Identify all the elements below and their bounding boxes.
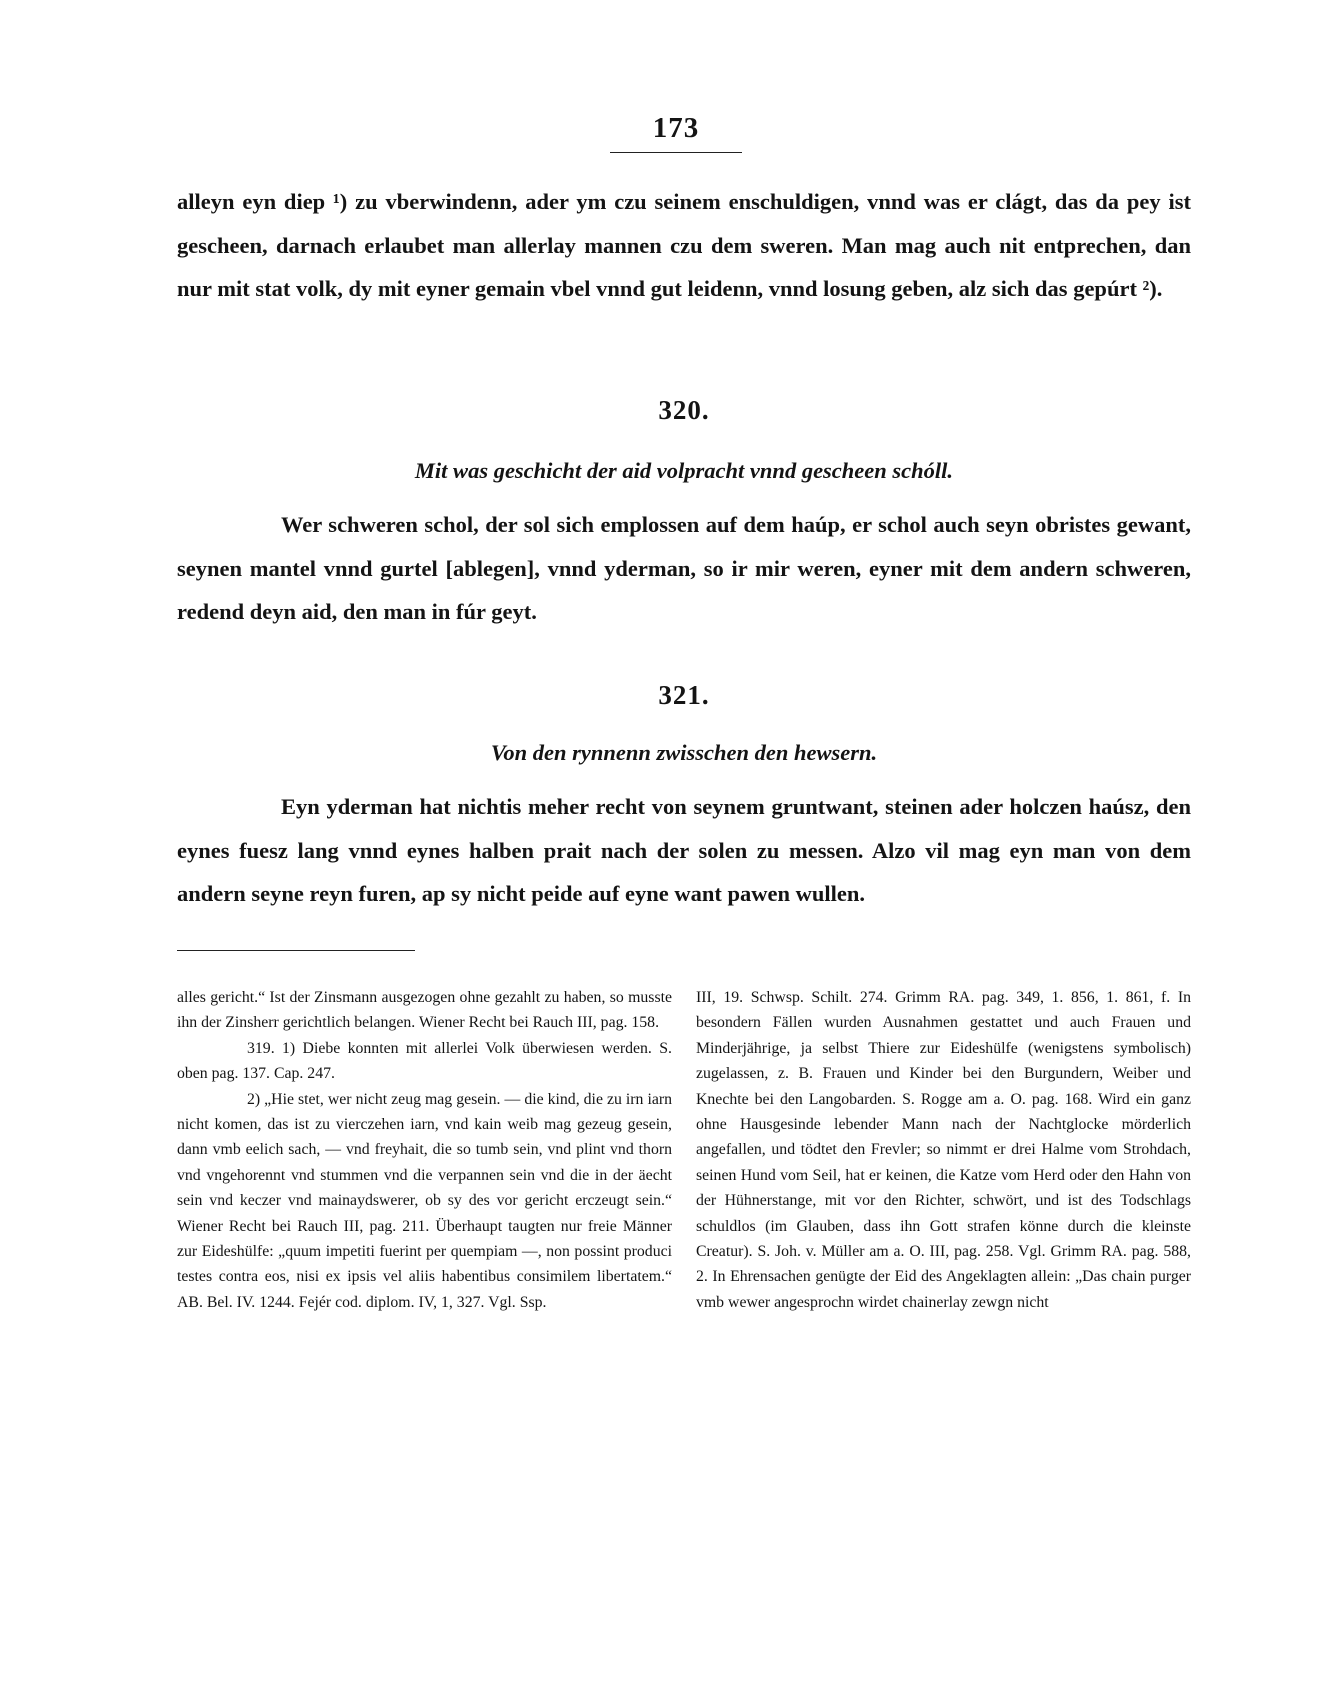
- section-320-number: 320.: [658, 395, 710, 425]
- footnote-continuation: alles gericht.“ Ist der Zinsmann ausgezogen ohne gezahlt zu haben, so musste ihn der Zinsherr gerichtlich belangen. Wiener Recht bei Rauch III, pag. 158.: [177, 989, 672, 1032]
- footnotes-right-column: [696, 985, 1191, 1315]
- page-number: 173: [652, 112, 700, 144]
- footnote-319-2-continued: III, 19. Schwsp. Schilt. 274. Grimm RA. pag. 349, 1. 856, 1. 861, f. In besondern Fällen wurden Ausnahmen gestattet und auch Frauen und Minderjährige, ja selbst Thiere zur Eideshülfe (wenigstens symbolisch) zugelassen, z. B. Frauen und Kinder bei den Burgundern, Weiber und Knechte bei den Langobarden. S. Rogge am a. O. pag. 168. Wird ein ganz ohne Hausgesinde lebender Mann nach der Nachtglocke mörderlich angefallen, und tödtet den Frevler; so nimmt er drei Halme vom Strohdach, seinen Hund vom Seil, hat er keinen, die Katze vom Herd oder den Hahn von der Hühnerstange, mit vor den Richter, schwört, und ist des Todschlags schuldlos (im Glauben, dass ihn Gott strafen könne durch die kleinste Creatur). S. Joh. v. Müller am a. O. III, pag. 258. Vgl. Grimm RA. pag. 588, 2. In Ehrensachen genügte der Eid des Angeklagten allein: „Das chain purger vmb wewer angesprochn wirdet chainerlay zewgn nicht: [696, 989, 1191, 1311]
- footnote-319-1: 319. 1) Diebe konnten mit allerlei Volk überwiesen werden. S. oben pag. 137. Cap. 247.: [177, 1039, 672, 1083]
- footnote-rule: [177, 950, 415, 951]
- section-320-title: Mit was geschicht der aid volpracht vnnd gescheen schóll.: [414, 458, 954, 483]
- section-320-paragraph: Wer schweren schol, der sol sich emplossen auf dem haúp, er schol auch seyn obristes gewant, seynen mantel vnnd gurtel [ablegen], vnnd yderman, so ir mir weren, eyner mit dem andern schweren, redend deyn aid, den man in fúr geyt.: [177, 512, 1191, 624]
- section-321-paragraph: Eyn yderman hat nichtis meher recht von seynem gruntwant, steinen ader holczen haúsz, den eynes fuesz lang vnnd eynes halben prait nach der solen zu messen. Alzo vil mag eyn man von dem andern seyne reyn furen, ap sy nicht peide auf eyne want pawen wullen.: [177, 794, 1191, 906]
- header-rule: [610, 152, 742, 153]
- section-321-number: 321.: [658, 680, 710, 710]
- footnote-319-2: 2) „Hie stet, wer nicht zeug mag gesein. — die kind, die zu irn iarn nicht komen, das ist zu vierczehen iarn, vnd kain weib mag gezeug gesein, dann vmb eelich sach, — vnd freyhait, die so tumb sein, vnd plint vnd thorn vnd vngehorennt vnd stummen vnd die verpannen sein vnd die in der äecht sein vnd keczer vnd mainaydswerer, ob sy des vor gericht erczeugt sein.“ Wiener Recht bei Rauch III, pag. 211. Überhaupt taugten nur freie Männer zur Eideshülfe: „quum impetiti fuerint per quempiam —, non possint produci testes contra eos, nisi ex ipsis vel aliis habentibus consimilem libertatem.“ AB. Bel. IV. 1244. Fejér cod. diplom. IV, 1, 327. Vgl. Ssp.: [177, 1090, 672, 1311]
- intro-paragraph: alleyn eyn diep ¹) zu vberwindenn, ader ym czu seinem enschuldigen, vnnd was er clágt, das da pey ist gescheen, darnach erlaubet man allerlay mannen czu dem sweren. Man mag auch nit entprechen, dan nur mit stat volk, dy mit eyner gemain vbel vnnd gut leidenn, vnnd losung geben, alz sich das gepúrt ²).: [177, 189, 1191, 301]
- footnotes-left-column: [177, 985, 672, 1315]
- section-321-title: Von den rynnenn zwisschen den hewsern.: [490, 740, 878, 765]
